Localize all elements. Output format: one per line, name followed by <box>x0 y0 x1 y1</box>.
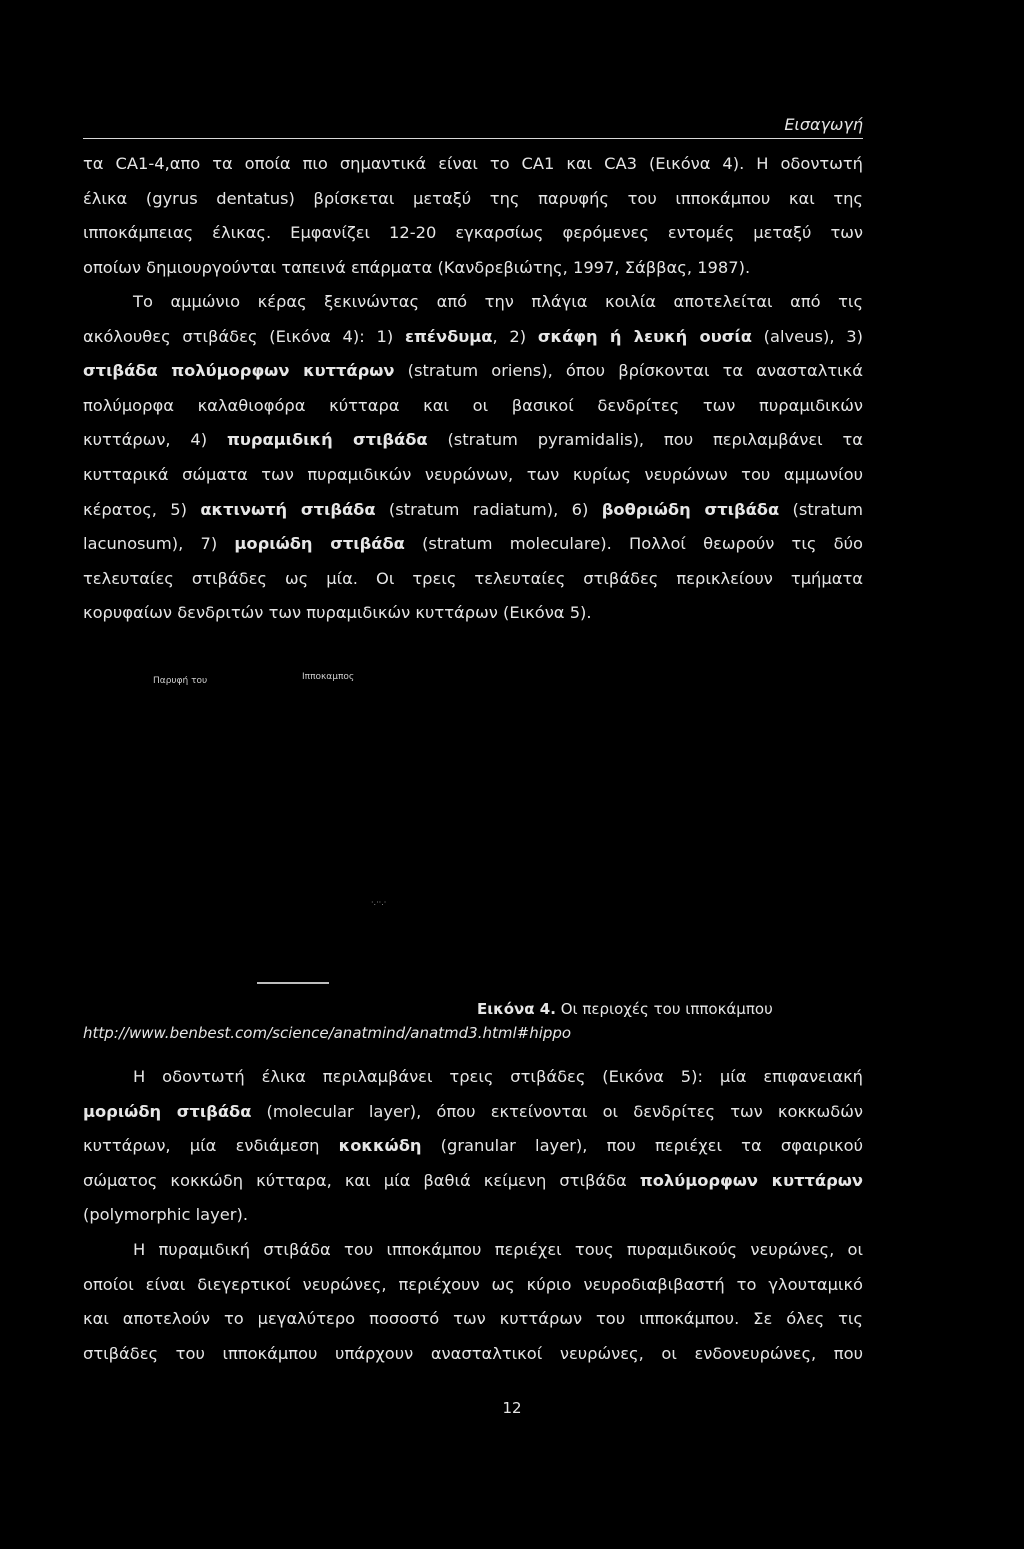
text-line: Η οδοντωτή έλικα περιλαμβάνει τρεις στιβάδες (Εικόνα 5): μία επιφανειακή <box>133 1067 863 1086</box>
text-line: στιβάδες του ιπποκάμπου υπάρχουν ανασταλτικοί νευρώνες, οι ενδονευρώνες, που <box>83 1343 863 1363</box>
figure-label-left: Παρυφή του <box>153 676 208 686</box>
figure-caption: Εικόνα 4. Οι περιοχές του ιπποκάμπου <box>477 1000 773 1018</box>
text-line: lacunosum), 7) μοριώδη στιβάδα (stratum moleculare). Πολλοί θεωρούν τις δύο <box>83 534 863 554</box>
text-line: τελευταίες στιβάδες ως μία. Οι τρεις τελευταίες στιβάδες περικλείουν τμήματα <box>83 568 863 588</box>
text-line: και αποτελούν το μεγαλύτερο ποσοστό των κυττάρων του ιπποκάμπου. Σε όλες τις <box>83 1309 863 1329</box>
text-line: οποίοι είναι διεγερτικοί νευρώνες, περιέχουν ως κύριο νευροδιαβιβαστή το γλουταμικό <box>83 1274 863 1294</box>
text-line: Το αμμώνιο κέρας ξεκινώντας από την πλάγια κοιλία αποτελείται από τις <box>133 292 863 311</box>
text-line: κυττάρων, μία ενδιάμεση κοκκώδη (granular layer), που περιέχει τα σφαιρικού <box>83 1136 863 1156</box>
figure-image <box>83 660 863 1000</box>
page-number: 12 <box>502 1399 522 1417</box>
text-line: στιβάδα πολύμορφων κυττάρων (stratum oriens), όπου βρίσκονται τα ανασταλτικά <box>83 361 863 381</box>
paragraph-4 <box>83 1233 863 1371</box>
paragraph-3 <box>83 1060 863 1233</box>
text-line: πολύμορφα καλαθιοφόρα κύτταρα και οι βασικοί δενδρίτες των πυραμιδικών <box>83 395 863 415</box>
running-head: Εισαγωγή <box>784 115 863 134</box>
text-line: κορυφαίων δενδριτών των πυραμιδικών κυττάρων (Εικόνα 5). <box>83 603 592 623</box>
figure-source-url: http://www.benbest.com/science/anatmind/anatmd3.html#hippo <box>83 1024 572 1042</box>
text-line: (polymorphic layer). <box>83 1205 248 1225</box>
paragraph-1 <box>83 147 863 285</box>
text-line: σώματος κοκκώδη κύτταρα, και μία βαθιά κείμενη στιβάδα πολύμορφων κυττάρων <box>83 1170 864 1190</box>
text-line: έλικα (gyrus dentatus) βρίσκεται μεταξύ της παρυφής του ιπποκάμπου και της <box>83 188 863 208</box>
text-line: κυτταρικά σώματα των πυραμιδικών νευρώνων, των κυρίως νευρώνων του αμμωνίου <box>83 464 863 484</box>
text-line: ιπποκάμπειας έλικας. Εμφανίζει 12-20 εγκαρσίως φερόμενες εντομές μεταξύ των <box>83 223 863 243</box>
figure-label-right: Ιπποκαμπος <box>302 672 355 682</box>
text-line: κέρατος, 5) ακτινωτή στιβάδα (stratum radiatum), 6) βοθριώδη στιβάδα (stratum <box>83 499 863 519</box>
text-line: κυττάρων, 4) πυραμιδική στιβάδα (stratum pyramidalis), που περιλαμβάνει τα <box>83 430 863 450</box>
text-line: τα CA1-4,απο τα οποία πιο σημαντικά είναι το CA1 και CA3 (Εικόνα 4). Η οδοντωτή <box>83 154 863 173</box>
paragraph-2 <box>83 285 863 631</box>
text-line: ακόλουθες στιβάδες (Εικόνα 4): 1) επένδυμα, 2) σκάφη ή λευκή ουσία (alveus), 3) <box>83 326 863 346</box>
text-line: οποίων δημιουργούνται ταπεινά επάρματα (Κανδρεβιώτης, 1997, Σάββας, 1987). <box>83 257 751 277</box>
figure-speck: ·.··.· <box>371 898 387 907</box>
text-line: μοριώδη στιβάδα (molecular layer), όπου εκτείνονται οι δενδρίτες των κοκκωδών <box>83 1101 863 1121</box>
header-rule <box>83 138 863 139</box>
figure-scale-bar <box>257 982 329 984</box>
text-line: Η πυραμιδική στιβάδα του ιπποκάμπου περιέχει τους πυραμιδικούς νευρώνες, οι <box>133 1240 863 1259</box>
